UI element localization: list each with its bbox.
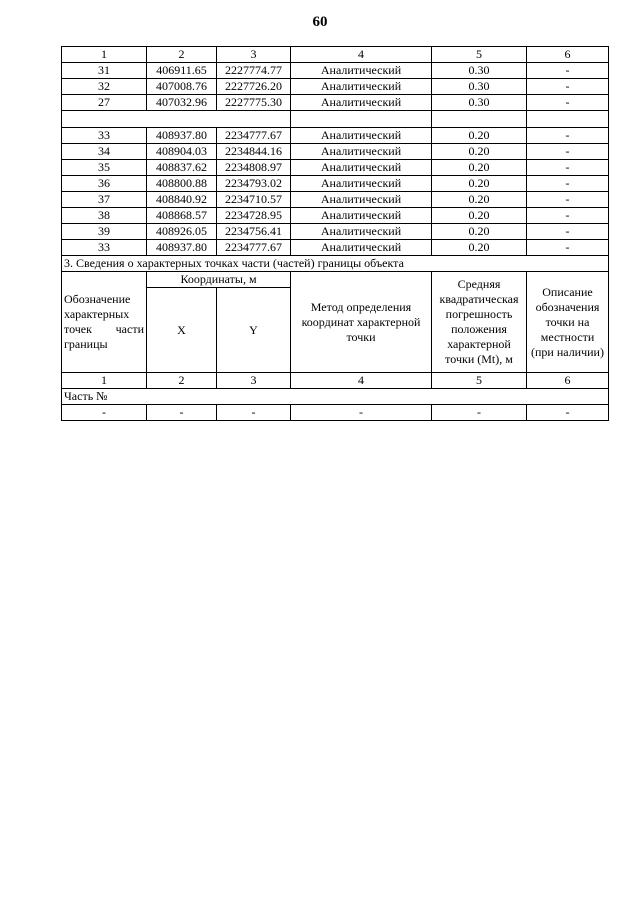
method: Аналитический: [291, 224, 432, 240]
column-number: 5: [432, 373, 527, 389]
header-mean-error: Средняя квадратическая погрешность положения характерной точки (Mt), м: [432, 272, 527, 373]
error: 0.20: [432, 176, 527, 192]
description: -: [527, 128, 609, 144]
point-number: 39: [62, 224, 147, 240]
coord-y: 2234710.57: [217, 192, 291, 208]
coord-x: 407008.76: [147, 79, 217, 95]
description: -: [527, 95, 609, 111]
table-row: [62, 192, 609, 208]
header-x: X: [147, 288, 217, 373]
points-table: [61, 46, 609, 421]
table-row: [62, 63, 609, 79]
section-title: 3. Сведения о характерных точках части (частей) границы объекта: [62, 256, 609, 272]
page-number: 60: [312, 14, 328, 30]
empty-value: -: [62, 405, 147, 421]
method: Аналитический: [291, 63, 432, 79]
description: -: [527, 176, 609, 192]
empty-cell: [432, 111, 527, 128]
coord-y: 2234777.67: [217, 240, 291, 256]
description: -: [527, 192, 609, 208]
column-number: 1: [62, 373, 147, 389]
empty-separator-row: [62, 111, 609, 128]
table-row: [62, 95, 609, 111]
column-number: 2: [147, 47, 217, 63]
coord-y: 2227726.20: [217, 79, 291, 95]
description: -: [527, 208, 609, 224]
column-number: 4: [291, 373, 432, 389]
coord-y: 2234777.67: [217, 128, 291, 144]
point-number: 37: [62, 192, 147, 208]
description: -: [527, 224, 609, 240]
method: Аналитический: [291, 176, 432, 192]
column-number: 2: [147, 373, 217, 389]
coord-y: 2234808.97: [217, 160, 291, 176]
description: -: [527, 79, 609, 95]
description: -: [527, 160, 609, 176]
method: Аналитический: [291, 192, 432, 208]
point-number: 36: [62, 176, 147, 192]
table-row: [62, 176, 609, 192]
coord-x: 408800.88: [147, 176, 217, 192]
coord-y: 2234756.41: [217, 224, 291, 240]
coord-y: 2227775.30: [217, 95, 291, 111]
coord-x: 408868.57: [147, 208, 217, 224]
point-number: 32: [62, 79, 147, 95]
error: 0.20: [432, 192, 527, 208]
header-coordinates: Координаты, м: [147, 272, 291, 288]
column-number-row: [62, 47, 609, 63]
empty-value: -: [291, 405, 432, 421]
coord-y: 2234844.16: [217, 144, 291, 160]
column-number: 4: [291, 47, 432, 63]
coord-x: 406911.65: [147, 63, 217, 79]
error: 0.20: [432, 160, 527, 176]
error: 0.20: [432, 208, 527, 224]
header-method: Метод определения координат характерной точки: [291, 272, 432, 373]
empty-cell: [62, 111, 291, 128]
error: 0.20: [432, 128, 527, 144]
table-row: [62, 79, 609, 95]
coord-y: 2227774.77: [217, 63, 291, 79]
column-number: 1: [62, 47, 147, 63]
section-title-row: [62, 256, 609, 272]
error: 0.30: [432, 63, 527, 79]
empty-cell: [527, 111, 609, 128]
table-row: [62, 208, 609, 224]
column-number: 5: [432, 47, 527, 63]
point-number: 31: [62, 63, 147, 79]
method: Аналитический: [291, 160, 432, 176]
point-number: 35: [62, 160, 147, 176]
empty-cell: [291, 111, 432, 128]
point-number: 33: [62, 240, 147, 256]
coord-x: 408837.62: [147, 160, 217, 176]
error: 0.30: [432, 95, 527, 111]
coord-x: 408840.92: [147, 192, 217, 208]
error: 0.20: [432, 224, 527, 240]
method: Аналитический: [291, 79, 432, 95]
empty-value: -: [432, 405, 527, 421]
table-row: [62, 224, 609, 240]
point-number: 33: [62, 128, 147, 144]
error: 0.20: [432, 144, 527, 160]
point-number: 27: [62, 95, 147, 111]
empty-value: -: [527, 405, 609, 421]
description: -: [527, 63, 609, 79]
method: Аналитический: [291, 240, 432, 256]
coord-y: 2234793.02: [217, 176, 291, 192]
point-number: 38: [62, 208, 147, 224]
coord-x: 408937.80: [147, 240, 217, 256]
coord-x: 408904.03: [147, 144, 217, 160]
description: -: [527, 240, 609, 256]
method: Аналитический: [291, 128, 432, 144]
method: Аналитический: [291, 95, 432, 111]
coord-x: 408937.80: [147, 128, 217, 144]
method: Аналитический: [291, 208, 432, 224]
empty-value: -: [217, 405, 291, 421]
error: 0.20: [432, 240, 527, 256]
column-number: 3: [217, 47, 291, 63]
coord-y: 2234728.95: [217, 208, 291, 224]
table-row: [62, 144, 609, 160]
description: -: [527, 144, 609, 160]
section-header-row: [62, 272, 609, 288]
empty-value: -: [147, 405, 217, 421]
table-row: [62, 240, 609, 256]
header-description: Описание обозначения точки на местности (при наличии): [527, 272, 609, 373]
empty-data-row: [62, 405, 609, 421]
column-number: 6: [527, 47, 609, 63]
section-number-row: [62, 373, 609, 389]
method: Аналитический: [291, 144, 432, 160]
part-label: Часть №: [62, 389, 609, 405]
column-number: 3: [217, 373, 291, 389]
table-row: [62, 160, 609, 176]
part-label-row: [62, 389, 609, 405]
coord-x: 407032.96: [147, 95, 217, 111]
points-table-body: [62, 47, 609, 421]
header-point-designation: Обозначение характерных точек части границы: [62, 272, 147, 373]
point-number: 34: [62, 144, 147, 160]
coord-x: 408926.05: [147, 224, 217, 240]
column-number: 6: [527, 373, 609, 389]
header-y: Y: [217, 288, 291, 373]
error: 0.30: [432, 79, 527, 95]
table-row: [62, 128, 609, 144]
